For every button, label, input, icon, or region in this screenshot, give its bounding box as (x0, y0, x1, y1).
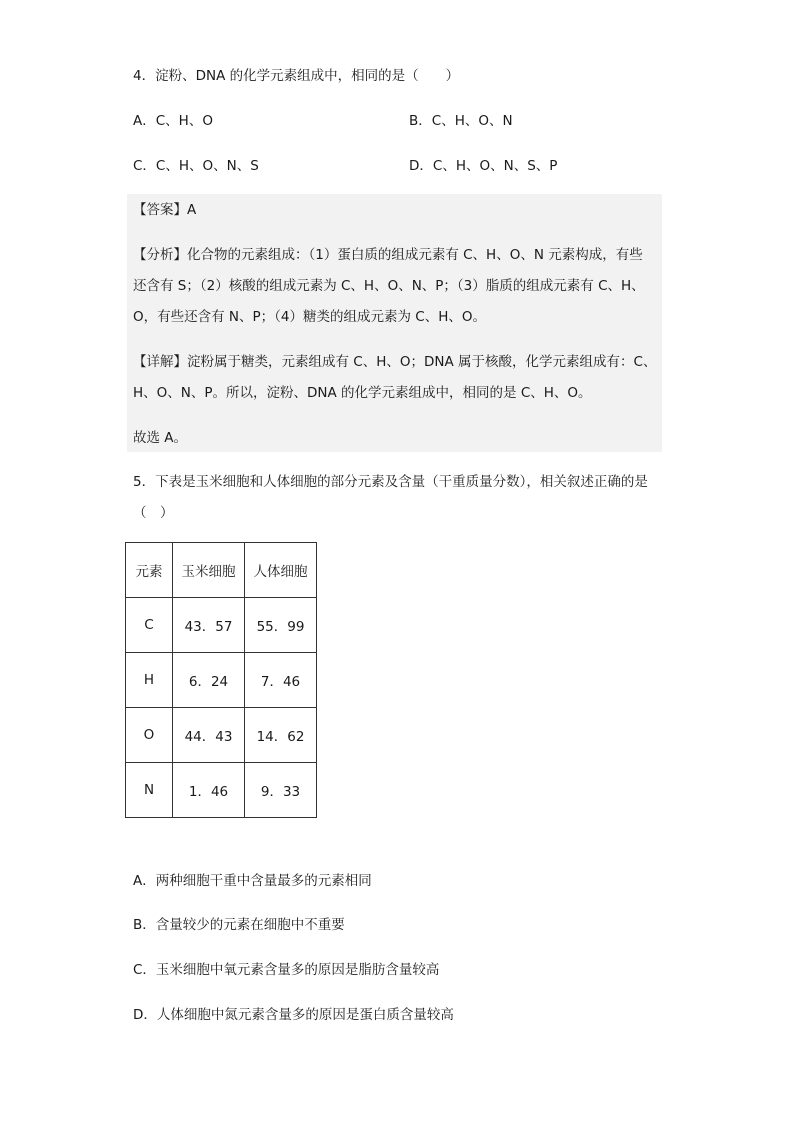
table-cell: 43．57 (173, 598, 245, 653)
q4-option-c: C．C、H、O、N、S (133, 158, 259, 174)
table-row (126, 708, 317, 763)
table-row (126, 763, 317, 818)
table-cell: C (126, 598, 173, 653)
q5-stem-line-2: （ ） (133, 505, 174, 521)
table-header-cell: 人体细胞 (245, 543, 317, 598)
q5-option-c: C．玉米细胞中氧元素含量多的原因是脂肪含量较高 (133, 962, 440, 978)
q4-analysis-line-2: 还含有 S；（2）核酸的组成元素为 C、H、O、N、P；（3）脂质的组成元素有 C、H、 (133, 278, 645, 294)
q4-detail-line-1: 【详解】淀粉属于糖类，元素组成有 C、H、O；DNA 属于核酸，化学元素组成有：C、 (133, 354, 657, 370)
q4-option-b: B．C、H、O、N (409, 113, 513, 129)
q4-conclusion: 故选 A。 (133, 430, 188, 446)
table-cell: 6．24 (173, 653, 245, 708)
q4-analysis-line-1: 【分析】化合物的元素组成：（1）蛋白质的组成元素有 C、H、O、N 元素构成，有些 (133, 247, 643, 263)
q4-option-a: A．C、H、O (133, 113, 213, 129)
q4-detail-line-2: H、O、N、P。所以，淀粉、DNA 的化学元素组成中，相同的是 C、H、O。 (133, 385, 592, 401)
q5-option-a: A．两种细胞干重中含量最多的元素相同 (133, 873, 372, 889)
table-cell: 55．99 (245, 598, 317, 653)
q5-stem-line-1: 5．下表是玉米细胞和人体细胞的部分元素及含量（干重质量分数），相关叙述正确的是 (133, 474, 648, 490)
table-cell: 44．43 (173, 708, 245, 763)
table-cell: O (126, 708, 173, 763)
element-content-table (125, 542, 317, 818)
q5-option-b: B．含量较少的元素在细胞中不重要 (133, 917, 345, 933)
q4-option-d: D．C、H、O、N、S、P (409, 158, 558, 174)
q4-stem: 4．淀粉、DNA 的化学元素组成中，相同的是（ ） (133, 68, 460, 84)
q4-answer: 【答案】A (133, 202, 197, 218)
table-row (126, 653, 317, 708)
table-cell: 1．46 (173, 763, 245, 818)
table-cell: H (126, 653, 173, 708)
table-header-cell: 玉米细胞 (173, 543, 245, 598)
table-row (126, 598, 317, 653)
q5-option-d: D．人体细胞中氮元素含量多的原因是蛋白质含量较高 (133, 1007, 454, 1023)
table-header-row (126, 543, 317, 598)
table-cell: 9．33 (245, 763, 317, 818)
table-cell: N (126, 763, 173, 818)
table-cell: 7．46 (245, 653, 317, 708)
q4-analysis-line-3: O，有些还含有 N、P；（4）糖类的组成元素为 C、H、O。 (133, 309, 486, 325)
table-cell: 14．62 (245, 708, 317, 763)
table-header-cell: 元素 (126, 543, 173, 598)
